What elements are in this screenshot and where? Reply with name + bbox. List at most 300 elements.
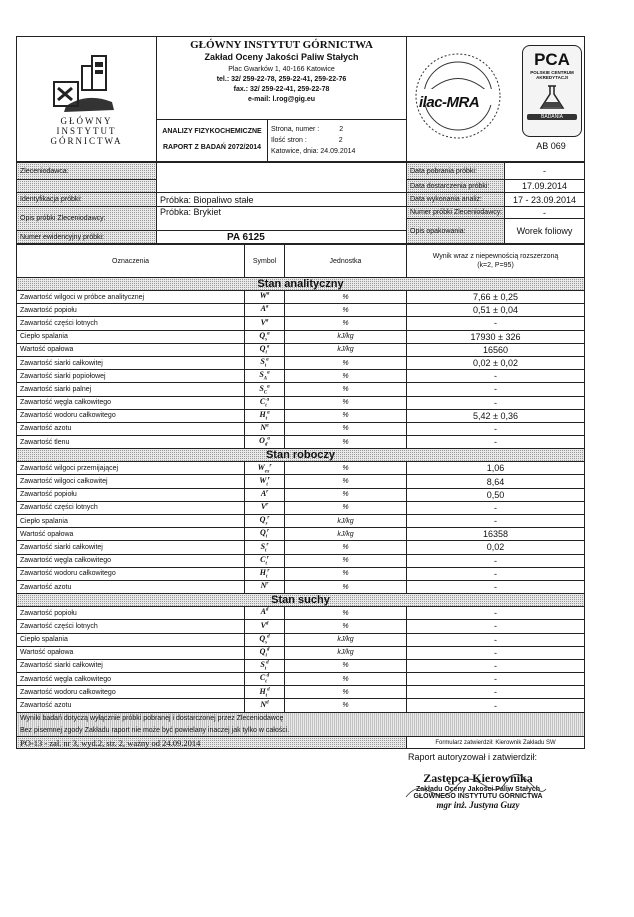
row-unit: kJ/kg [285, 528, 407, 541]
stamp-signer: mgr inż. Justyna Guzy [436, 800, 520, 811]
pca-sub-1: POLSKIE CENTRUM [530, 70, 574, 75]
evidence-label: Numer ewidencyjny próbki: [17, 231, 157, 244]
row-name: Zawartość siarki całkowitej [17, 356, 245, 369]
row-name: Zawartość części lotnych [17, 501, 245, 514]
table-row [17, 475, 585, 488]
row-symbol [245, 699, 285, 712]
section-header [17, 594, 585, 607]
client-num-value: - [505, 207, 585, 219]
row-result: 7,66 ± 0,25 [407, 291, 585, 304]
client-num-label: Numer próbki Zleceniodawcy: [407, 207, 505, 219]
pages-value: 2 [338, 136, 343, 144]
report-page [16, 36, 584, 839]
address: Plac Gwarków 1, 40-166 Katowice [228, 66, 335, 73]
packaging-value: Worek foliowy [505, 219, 585, 244]
row-result: - [407, 567, 585, 580]
row-name: Zawartość azotu [17, 699, 245, 712]
symbol-sub: C [263, 390, 268, 396]
row-symbol [245, 659, 285, 672]
row-unit: % [285, 567, 407, 580]
symbol-letter: A [260, 488, 267, 498]
stamp-line-1: Zakładu Oceny Jakości Paliw Stałych [415, 786, 541, 794]
row-name: Zawartość wilgoci przemijającej [17, 462, 245, 475]
row-result: - [407, 699, 585, 712]
row-unit: % [285, 554, 407, 567]
row-name: Zawartość siarki całkowitej [17, 541, 245, 554]
table-row [17, 620, 585, 633]
pca-badge [522, 45, 582, 137]
section-header [17, 449, 585, 462]
symbol-sub: t [265, 561, 267, 567]
row-result: - [407, 501, 585, 514]
tel: tel.: 32/ 259-22-78, 259-22-41, 259-22-76 [216, 76, 347, 83]
sampling-date-label: Data pobrania próbki: [407, 163, 505, 180]
delivery-date-label: Data dostarczenia próbki: [407, 180, 505, 193]
table-row [17, 554, 585, 567]
row-result: 8,64 [407, 475, 585, 488]
row-symbol [245, 370, 285, 383]
table-row [17, 488, 585, 501]
table-row [17, 436, 585, 449]
table-row [17, 396, 585, 409]
table-row [17, 330, 585, 343]
logo-text-1: GŁÓWNY [60, 116, 113, 126]
symbol-sub: t [265, 403, 267, 409]
row-symbol [245, 436, 285, 449]
row-unit: % [285, 422, 407, 435]
symbol-letter: S [259, 370, 264, 380]
table-row [17, 370, 585, 383]
table-row [17, 659, 585, 672]
symbol-sup: a [267, 383, 270, 389]
symbol-sub: i [265, 350, 267, 356]
row-unit: % [285, 541, 407, 554]
row-result: - [407, 383, 585, 396]
evidence-value: PA 6125 [157, 231, 407, 244]
authorization [16, 749, 584, 839]
logo-text-2: INSTYTUT [56, 126, 117, 136]
authorized-label: Raport autoryzował i zatwierdził: [408, 752, 538, 763]
row-result: - [407, 659, 585, 672]
table-row [17, 567, 585, 580]
symbol-sup: d [267, 686, 270, 692]
row-unit: % [285, 409, 407, 422]
row-name: Zawartość części lotnych [17, 620, 245, 633]
row-symbol [245, 304, 285, 317]
row-result: - [407, 633, 585, 646]
symbol-sub: A [263, 377, 268, 383]
row-symbol [245, 409, 285, 422]
section-header [17, 278, 585, 291]
col-unit: Jednostka [285, 245, 407, 278]
header-table [16, 36, 585, 162]
symbol-sup: r [266, 502, 269, 508]
section-title: Stan suchy [17, 594, 585, 607]
row-symbol [245, 554, 285, 567]
row-result: - [407, 422, 585, 435]
row-name: Zawartość siarki całkowitej [17, 659, 245, 672]
delivery-date-value: 17.09.2014 [505, 180, 585, 193]
symbol-sup: a [267, 331, 270, 337]
symbol-letter: S [259, 383, 264, 393]
results-body [17, 278, 585, 713]
row-symbol [245, 343, 285, 356]
accreditation-number: AB 069 [536, 141, 566, 151]
report-title: RAPORT Z BADAŃ 2072/2014 [162, 144, 262, 152]
symbol-sup: r [269, 462, 272, 468]
table-row [17, 501, 585, 514]
symbol-letter: C [260, 554, 266, 564]
row-unit: % [285, 488, 407, 501]
row-unit: % [285, 699, 407, 712]
symbol-letter: V [260, 502, 267, 512]
symbol-sub: t [264, 666, 267, 672]
symbol-sup: r [266, 542, 269, 548]
row-unit: % [285, 501, 407, 514]
row-symbol [245, 475, 285, 488]
row-symbol [245, 620, 285, 633]
notes-table [16, 713, 585, 750]
row-name: Zawartość tlenu [17, 436, 245, 449]
logo-text-3: GÓRNICTWA [50, 136, 123, 146]
packaging-label: Opis opakowania: [407, 219, 505, 244]
analysis-type: ANALIZY FIZYKOCHEMICZNE [162, 128, 262, 136]
row-name: Zawartość siarki popiołowej [17, 370, 245, 383]
row-result: - [407, 646, 585, 659]
symbol-letter: S [260, 660, 265, 670]
symbol-sub: s [265, 337, 268, 343]
row-symbol [245, 422, 285, 435]
row-unit: % [285, 304, 407, 317]
row-unit: % [285, 462, 407, 475]
symbol-sup: d [266, 647, 270, 653]
symbol-sub: t [265, 679, 267, 685]
table-row [17, 699, 585, 712]
flask-icon [537, 84, 567, 110]
row-symbol [245, 515, 285, 528]
row-unit: % [285, 475, 407, 488]
symbol-letter: V [260, 620, 266, 630]
table-row [17, 646, 585, 659]
symbol-letter: V [260, 317, 266, 327]
signature-icon [396, 767, 556, 817]
page-label: Strona, numer : [271, 125, 320, 133]
client-value [157, 163, 407, 193]
row-name: Ciepło spalania [17, 515, 245, 528]
symbol-sup: r [267, 515, 270, 521]
row-result: - [407, 673, 585, 686]
pca-title: PCA [534, 50, 570, 69]
symbol-letter: S [260, 357, 265, 367]
client-desc-label: Opis próbki Zleceniodawcy: [17, 207, 157, 231]
symbol-letter: C [259, 396, 266, 406]
table-row [17, 580, 585, 593]
page-info-cell [268, 119, 407, 161]
stamp-line-2: GŁÓWNEGO INSTYTUTU GÓRNICTWA [413, 793, 543, 801]
symbol-sup: a [265, 318, 269, 324]
symbol-sup: d [267, 634, 270, 640]
sample-id-value: Próbka: Biopaliwo stałe [157, 193, 407, 207]
table-row [17, 383, 585, 396]
row-name: Zawartość wodoru całkowitego [17, 567, 245, 580]
row-result: - [407, 686, 585, 699]
symbol-sup: a [266, 357, 269, 363]
table-row [17, 317, 585, 330]
symbol-sup: r [267, 528, 270, 534]
row-result: 5,42 ± 0,36 [407, 409, 585, 422]
row-unit: % [285, 356, 407, 369]
symbol-sup: d [265, 607, 269, 613]
row-unit: % [285, 291, 407, 304]
pca-sub-2: AKREDYTACJI [536, 75, 568, 80]
symbol-sup: r [267, 568, 270, 574]
row-name: Zawartość wilgoci w próbce analitycznej [17, 291, 245, 304]
symbol-sup: a [267, 410, 270, 416]
row-result: 17930 ± 326 [407, 330, 585, 343]
dept-name: Zakład Oceny Jakości Paliw Stałych [204, 52, 359, 62]
symbol-letter: N [260, 581, 267, 591]
accreditation-cell [407, 37, 585, 162]
symbol-sub: s [265, 521, 268, 527]
row-result: - [407, 396, 585, 409]
symbol-sub: t [265, 548, 267, 554]
gig-logo-icon [52, 52, 122, 114]
place-date: Katowice, dnia: 24.09.2014 [271, 147, 356, 155]
row-unit: % [285, 370, 407, 383]
symbol-letter: C [259, 673, 266, 683]
symbol-letter: Q [259, 633, 266, 643]
symbol-sup: r [266, 489, 269, 495]
symbol-letter: Q [259, 528, 266, 538]
row-symbol [245, 317, 285, 330]
table-row [17, 422, 585, 435]
org-info-cell [157, 37, 407, 120]
org-name: GŁÓWNY INSTYTUT GÓRNICTWA [190, 39, 373, 51]
symbol-letter: Q [259, 330, 266, 340]
row-result: 16560 [407, 343, 585, 356]
symbol-sup: a [267, 436, 270, 442]
symbol-letter: N [260, 423, 267, 433]
row-unit: % [285, 620, 407, 633]
row-symbol [245, 580, 285, 593]
symbol-letter: N [260, 699, 267, 709]
row-name: Zawartość węgla całkowitego [17, 396, 245, 409]
sampling-date-value: - [505, 163, 585, 180]
row-result: 16358 [407, 528, 585, 541]
row-unit: % [285, 659, 407, 672]
symbol-sub: i [265, 535, 268, 541]
symbol-sup: d [265, 620, 269, 626]
table-row [17, 633, 585, 646]
row-name: Zawartość popiołu [17, 488, 245, 501]
table-row [17, 528, 585, 541]
row-symbol [245, 330, 285, 343]
row-symbol [245, 646, 285, 659]
symbol-sup: r [267, 476, 270, 482]
row-name: Zawartość wodoru całkowitego [17, 686, 245, 699]
symbol-sub: i [265, 653, 267, 659]
symbol-letter: W [259, 291, 267, 301]
row-name: Zawartość wodoru całkowitego [17, 409, 245, 422]
stamp-title: Zastępca Kierownika [423, 771, 533, 786]
table-row [17, 515, 585, 528]
section-title: Stan roboczy [17, 449, 585, 462]
note-2: Bez pisemnej zgody Zakładu raport nie może być powielany inaczej jak tylko w całości. [17, 725, 585, 737]
col-result [407, 245, 585, 278]
report-title-cell [157, 119, 268, 161]
row-result: - [407, 515, 585, 528]
row-result: 0,02 [407, 541, 585, 554]
row-symbol [245, 567, 285, 580]
symbol-letter: O [259, 436, 265, 446]
symbol-letter: W [259, 475, 267, 485]
symbol-letter: A [260, 304, 266, 314]
row-name: Wartość opałowa [17, 646, 245, 659]
row-unit: kJ/kg [285, 646, 407, 659]
symbol-sub: t [265, 416, 268, 422]
row-unit: kJ/kg [285, 515, 407, 528]
symbol-sup: d [266, 673, 270, 679]
symbol-letter: Q [259, 646, 266, 656]
row-symbol [245, 396, 285, 409]
pages-label: Ilość stron : [271, 136, 307, 144]
symbol-sup: r [266, 555, 269, 561]
row-result: - [407, 620, 585, 633]
row-unit: kJ/kg [285, 330, 407, 343]
client-label: Zleceniodawca: [17, 163, 157, 180]
row-name: Zawartość azotu [17, 580, 245, 593]
row-name: Zawartość popiołu [17, 304, 245, 317]
gig-logo-cell [17, 37, 157, 162]
symbol-sub: ex [264, 469, 270, 475]
row-unit: kJ/kg [285, 343, 407, 356]
row-unit: % [285, 317, 407, 330]
row-result: 1,06 [407, 462, 585, 475]
analysis-date-label: Data wykonania analiz: [407, 193, 505, 207]
row-symbol [245, 541, 285, 554]
row-result: - [407, 554, 585, 567]
row-unit: % [285, 396, 407, 409]
row-unit: % [285, 436, 407, 449]
table-row [17, 343, 585, 356]
symbol-sub: t [265, 693, 268, 699]
symbol-sup: d [266, 660, 269, 666]
symbol-sub: t [264, 363, 267, 369]
row-result: - [407, 370, 585, 383]
row-result: - [407, 317, 585, 330]
row-symbol [245, 686, 285, 699]
row-unit: % [285, 607, 407, 620]
row-symbol [245, 356, 285, 369]
row-unit: % [285, 673, 407, 686]
col-name: Oznaczenia [17, 245, 245, 278]
table-row [17, 462, 585, 475]
page-value: 2 [339, 125, 344, 133]
symbol-sup: a [266, 344, 270, 350]
row-symbol [245, 383, 285, 396]
row-unit: kJ/kg [285, 633, 407, 646]
symbol-letter: A [260, 607, 266, 617]
symbol-letter: H [259, 686, 266, 696]
symbol-sup: r [266, 581, 269, 587]
row-result: - [407, 607, 585, 620]
row-name: Ciepło spalania [17, 633, 245, 646]
row-symbol [245, 291, 285, 304]
table-row [17, 541, 585, 554]
col-symbol: Symbol [245, 245, 285, 278]
symbol-sup: a [266, 397, 270, 403]
results-table [16, 244, 585, 713]
approved-by: Formularz zatwierdził: Kierownik Zakładu SW [407, 737, 585, 749]
row-name: Zawartość siarki palnej [17, 383, 245, 396]
row-name: Zawartość popiołu [17, 607, 245, 620]
symbol-sub: s [265, 640, 268, 646]
symbol-sup: a [265, 304, 269, 310]
symbol-sup: a [267, 370, 270, 376]
ilac-text: ilac-MRA [419, 94, 480, 111]
symbol-letter: W [257, 462, 265, 472]
row-result: - [407, 436, 585, 449]
symbol-letter: S [260, 541, 266, 551]
table-row [17, 607, 585, 620]
table-row [17, 686, 585, 699]
pca-badania: BADANIA [527, 114, 577, 120]
table-row [17, 409, 585, 422]
form-ref: PO-13 - zał. nr 3, wyd.2, str. 2, ważny od 24.09.2014 [17, 737, 407, 749]
row-symbol [245, 607, 285, 620]
symbol-sup: d [266, 700, 269, 706]
row-symbol [245, 673, 285, 686]
row-unit: % [285, 686, 407, 699]
symbol-letter: Q [259, 344, 266, 354]
symbol-letter: H [259, 409, 266, 419]
sample-info-table [16, 162, 585, 244]
row-symbol [245, 501, 285, 514]
col-result-title: Wynik wraz z niepewnością rozszerzoną [432, 253, 559, 260]
table-row [17, 304, 585, 317]
symbol-sub: t [266, 482, 268, 488]
table-row [17, 291, 585, 304]
symbol-sub: d [264, 442, 268, 448]
row-symbol [245, 633, 285, 646]
symbol-letter: H [259, 568, 266, 578]
row-result: 0,51 ± 0,04 [407, 304, 585, 317]
row-symbol [245, 462, 285, 475]
note-1: Wyniki badań dotyczą wyłącznie próbki pobranej i dostarczonej przez Zleceniodawcę [17, 713, 585, 725]
symbol-sup: a [266, 423, 269, 429]
symbol-sub: t [265, 574, 268, 580]
symbol-letter: Q [259, 515, 266, 525]
row-symbol [245, 488, 285, 501]
symbol-sup: a [266, 291, 270, 297]
sample-id-label: Identyfikacja próbki: [17, 193, 157, 207]
row-name: Zawartość wilgoci całkowitej [17, 475, 245, 488]
row-symbol [245, 528, 285, 541]
col-result-sub: (k=2, P=95) [477, 262, 514, 269]
row-result: 0,50 [407, 488, 585, 501]
row-name: Zawartość węgla całkowitego [17, 673, 245, 686]
client-desc-value: Próbka: Brykiet [157, 207, 407, 231]
table-row [17, 356, 585, 369]
row-name: Zawartość węgla całkowitego [17, 554, 245, 567]
row-name: Zawartość azotu [17, 422, 245, 435]
row-name: Wartość opałowa [17, 343, 245, 356]
section-title: Stan analityczny [17, 278, 585, 291]
table-row [17, 673, 585, 686]
email: e-mail: l.rog@gig.eu [247, 96, 316, 103]
row-result: - [407, 580, 585, 593]
analysis-date-value: 17 - 23.09.2014 [505, 193, 585, 207]
